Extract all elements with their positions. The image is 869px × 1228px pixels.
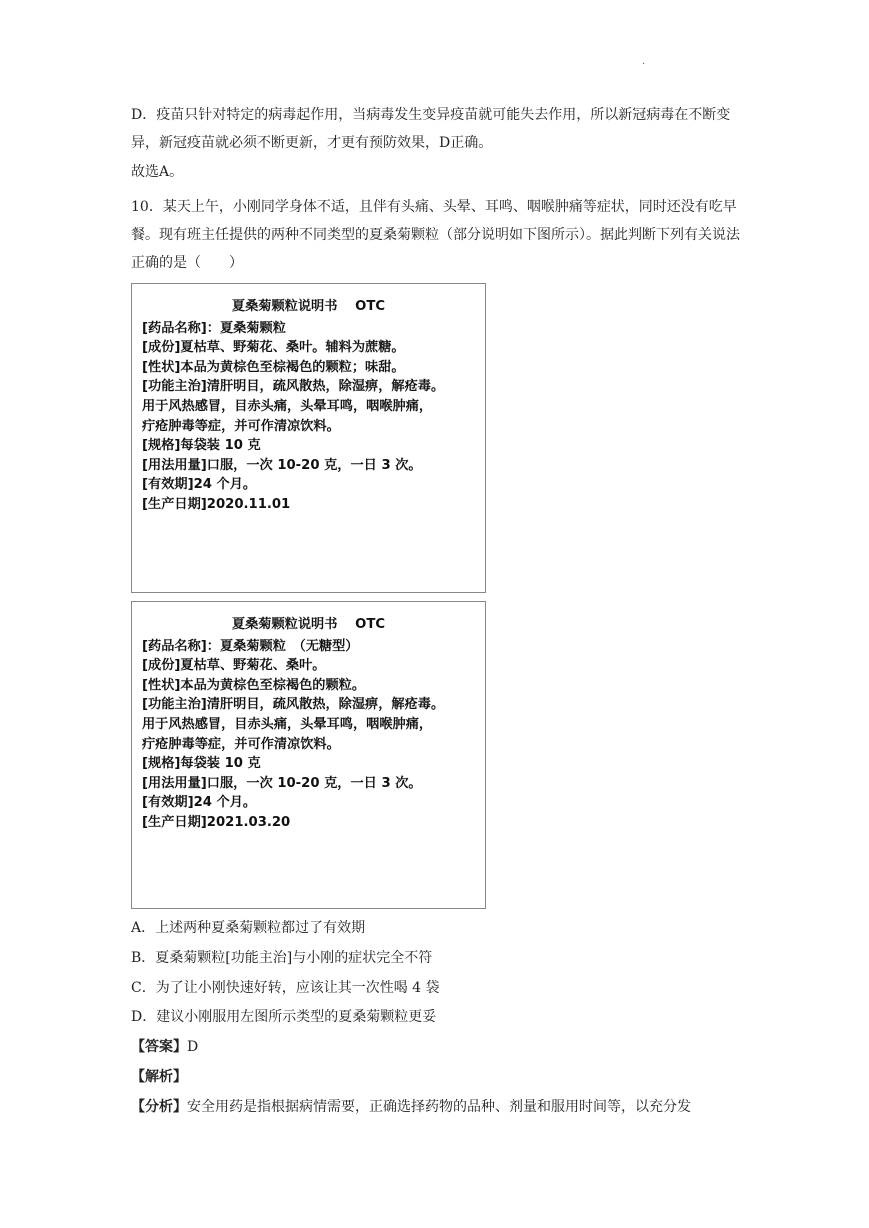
answer-value: D (187, 1039, 199, 1055)
box2-title: 夏桑菊颗粒说明书 OTC (231, 617, 386, 632)
analysis-label: 【解析】 (131, 1069, 187, 1085)
box2-line: 用于风热感冒，目赤头痛，头晕耳鸣，咽喉肿痛， (142, 716, 433, 732)
box2-line: [生产日期]2021.03.20 (142, 814, 291, 830)
option-c: C．为了让小刚快速好转，应该让其一次性喝 4 袋 (131, 980, 440, 996)
fenxi-label: 【分析】 (131, 1099, 187, 1115)
instruction-box-2 (131, 601, 486, 909)
box1-line: [性状]本品为黄棕色至棕褐色的颗粒；味甜。 (142, 359, 405, 375)
box1-line: 用于风热感冒，目赤头痛，头晕耳鸣，咽喉肿痛， (142, 398, 433, 414)
box1-line: [生产日期]2020.11.01 (142, 496, 291, 512)
box1-line: 疔疮肿毒等症，并可作清凉饮料。 (142, 418, 340, 434)
option-b: B．夏桑菊颗粒[功能主治]与小刚的症状完全不符 (131, 950, 433, 966)
box1-line: [功能主治]清肝明目，疏风散热，除湿痹，解疮毒。 (142, 379, 445, 395)
conclusion-text: 故选A。 (131, 164, 184, 180)
answer-line (131, 1037, 198, 1057)
option-d: D．建议小刚服用左图所示类型的夏桑菊颗粒更妥 (131, 1009, 437, 1025)
box1-line: [药品名称]：夏桑菊颗粒 (142, 320, 286, 336)
fenxi-text: 安全用药是指根据病情需要，正确选择药物的品种、剂量和服用时间等，以充分发 (187, 1099, 691, 1115)
fenxi-line (131, 1097, 691, 1117)
box1-title: 夏桑菊颗粒说明书 OTC (231, 299, 386, 314)
box2-line: [成份]夏枯草、野菊花、桑叶。 (142, 658, 326, 674)
box2-line: [规格]每袋装 10 克 (142, 756, 261, 772)
option-d-explanation: D．疫苗只针对特定的病毒起作用，当病毒发生变异疫苗就可能失去作用，所以新冠病毒在不断变异，新冠疫苗就必须不断更新，才更有预防效果，D正确。 (131, 107, 731, 151)
answer-label: 【答案】 (131, 1039, 187, 1055)
box2-line: 疔疮肿毒等症，并可作清凉饮料。 (142, 736, 340, 752)
box2-line: [用法用量]口服，一次 10-20 克，一日 3 次。 (142, 775, 422, 791)
box2-line: [性状]本品为黄棕色至棕褐色的颗粒。 (142, 677, 366, 693)
instruction-box-1 (131, 283, 486, 593)
box1-line: [成份]夏枯草、野菊花、桑叶。辅料为蔗糖。 (142, 340, 405, 356)
box2-line: [有效期]24 个月。 (142, 795, 257, 811)
box1-line: [有效期]24 个月。 (142, 477, 257, 493)
box2-line: [药品名称]：夏桑菊颗粒 （无糖型） (142, 638, 359, 654)
box1-line: [规格]每袋装 10 克 (142, 438, 261, 454)
box1-line: [用法用量]口服，一次 10-20 克，一日 3 次。 (142, 457, 422, 473)
option-a: A．上述两种夏桑菊颗粒都过了有效期 (131, 920, 366, 936)
box2-line: [功能主治]清肝明目，疏风散热，除湿痹，解疮毒。 (142, 697, 445, 713)
question-stem: 10．某天上午，小刚同学身体不适，且伴有头痛、头晕、耳鸣、咽喉肿痛等症状，同时还没有吃早餐。现有班主任提供的两种不同类型的夏桑菊颗粒（部分说明如下图所示）。据此判断下列有关说法正确的是（ ） (131, 199, 740, 271)
header-mark: . (642, 56, 646, 67)
